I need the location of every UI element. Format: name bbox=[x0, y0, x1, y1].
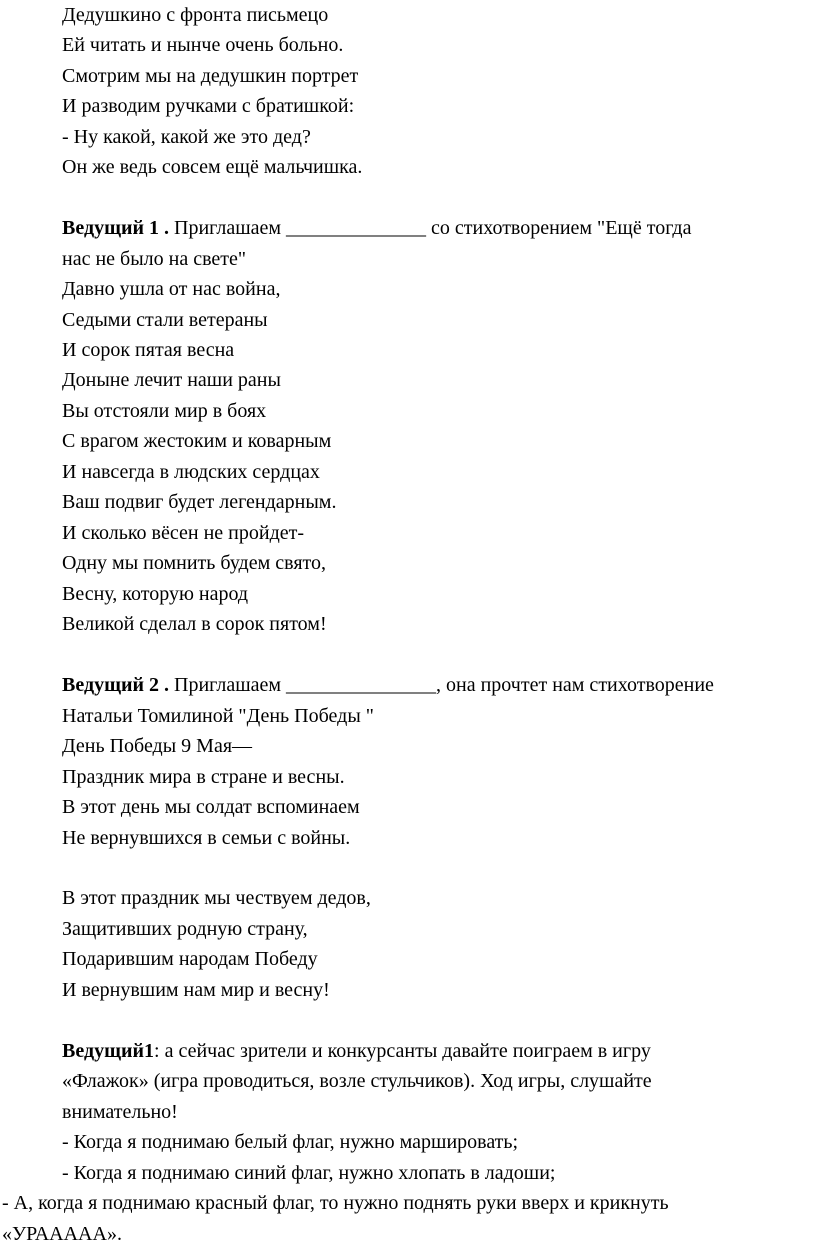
poem4-line: Защитивших родную страну, bbox=[62, 918, 308, 940]
poem4-line: В этот праздник мы чествуем дедов, bbox=[62, 887, 371, 909]
poem1-line: Он же ведь совсем ещё мальчишка. bbox=[62, 156, 363, 178]
poem2-line: С врагом жестоким и коварным bbox=[62, 430, 332, 452]
host2-intro-line2: Натальи Томилиной "День Победы " bbox=[62, 705, 374, 727]
poem1-line: И разводим ручками с братишкой: bbox=[62, 95, 355, 117]
game-rule-white: - Когда я поднимаю белый флаг, нужно маршировать; bbox=[62, 1131, 519, 1153]
game-rule-red-cont: «УРААААА». bbox=[2, 1223, 122, 1245]
poem2-line: И сорок пятая весна bbox=[62, 339, 235, 361]
poem2-line: Вы отстояли мир в боях bbox=[62, 400, 267, 422]
poem2-line: Ваш подвиг будет легендарным. bbox=[62, 491, 337, 513]
game-rule-blue: - Когда я поднимаю синий флаг, нужно хлопать в ладоши; bbox=[62, 1162, 556, 1184]
host1-game-line1 bbox=[62, 1036, 651, 1066]
poem1-line: - Ну какой, какой же это дед? bbox=[62, 126, 311, 148]
poem2-line: И сколько вёсен не пройдет- bbox=[62, 522, 305, 544]
poem4-line: И вернувшим нам мир и весну! bbox=[62, 979, 330, 1001]
speaker-label: Ведущий 1 . bbox=[62, 217, 170, 239]
poem3-line: День Победы 9 Мая— bbox=[62, 735, 253, 757]
game-rule-red: - А, когда я поднимаю красный флаг, то нужно поднять руки вверх и крикнуть bbox=[2, 1192, 669, 1214]
host1-game-line2: «Флажок» (игра проводиться, возле стульчиков). Ход игры, слушайте bbox=[62, 1070, 652, 1092]
host2-intro-text: Приглашаем _______________, она прочтет нам стихотворение bbox=[169, 674, 714, 696]
host1-intro-text: Приглашаем ______________ со стихотворением "Ещё тогда bbox=[169, 217, 692, 239]
speaker-label: Ведущий 2 . bbox=[62, 674, 170, 696]
poem2-line: Давно ушла от нас война, bbox=[62, 278, 281, 300]
host1-game-line3: внимательно! bbox=[62, 1101, 178, 1123]
host2-intro-line1 bbox=[62, 670, 714, 700]
poem4-line: Подарившим народам Победу bbox=[62, 948, 318, 970]
poem1-line: Смотрим мы на дедушкин портрет bbox=[62, 65, 359, 87]
poem2-line: Весну, которую народ bbox=[62, 583, 249, 605]
poem2-line: Доныне лечит наши раны bbox=[62, 369, 281, 391]
poem2-line: Великой сделал в сорок пятом! bbox=[62, 613, 327, 635]
speaker-label: Ведущий1 bbox=[62, 1040, 155, 1062]
host1-game-text: : а сейчас зрители и конкурсанты давайте поиграем в игру bbox=[154, 1040, 651, 1062]
poem2-line: Одну мы помнить будем свято, bbox=[62, 552, 326, 574]
host1-intro-line1 bbox=[62, 213, 691, 243]
poem3-line: Праздник мира в стране и весны. bbox=[62, 766, 345, 788]
poem3-line: Не вернувшихся в семьи с войны. bbox=[62, 827, 351, 849]
poem2-line: Седыми стали ветераны bbox=[62, 309, 268, 331]
poem1-line: Дедушкино с фронта письмецо bbox=[62, 4, 329, 26]
host1-intro-line2: нас не было на свете" bbox=[62, 248, 247, 270]
poem1-line: Ей читать и нынче очень больно. bbox=[62, 34, 344, 56]
poem3-line: В этот день мы солдат вспоминаем bbox=[62, 796, 360, 818]
poem2-line: И навсегда в людских сердцах bbox=[62, 461, 320, 483]
